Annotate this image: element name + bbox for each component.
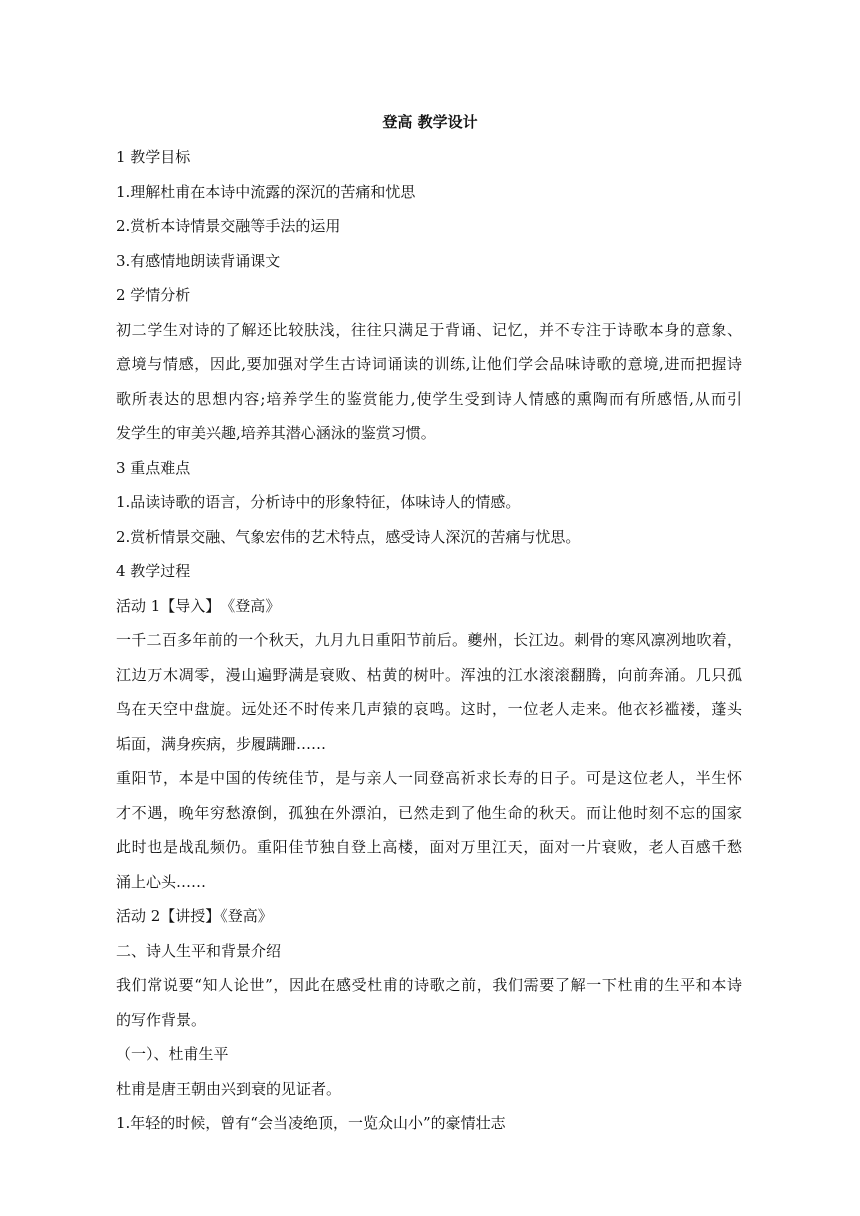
text-line: 意境与情感，因此,要加强对学生古诗词诵读的训练,让他们学会品味诗歌的意境,进而把握诗 xyxy=(116,355,742,373)
document-body xyxy=(116,146,742,1147)
text-line: 1.年轻的时候，曾有“会当凌绝顶，一览众山小”的豪情壮志 xyxy=(116,1114,506,1132)
text-line: 杜甫是唐王朝由兴到衰的见证者。 xyxy=(116,1079,342,1098)
text-line: 江边万木凋零，漫山遍野满是衰败、枯黄的树叶。浑浊的江水滚滚翻腾，向前奔涌。几只孤 xyxy=(116,665,742,684)
text-line: 才不遇，晚年穷愁潦倒，孤独在外漂泊，已然走到了他生命的秋天。而让他时刻不忘的国家 xyxy=(116,803,742,822)
text-line: 我们常说要“知人论世”，因此在感受杜甫的诗歌之前，我们需要了解一下杜甫的生平和本诗 xyxy=(116,976,742,994)
text-line: 3.有感情地朗读背诵课文 xyxy=(116,251,281,270)
text-line: 2.赏析本诗情景交融等手法的运用 xyxy=(116,217,341,235)
text-line: 发学生的审美兴趣,培养其潜心涵泳的鉴赏习惯。 xyxy=(116,424,436,442)
text-line: 重阳节，本是中国的传统佳节，是与亲人一同登高祈求长寿的日子。可是这位老人，半生怀 xyxy=(116,769,742,787)
document-title: 登高 教学设计 xyxy=(382,113,478,131)
text-line: 1 教学目标 xyxy=(116,148,191,166)
text-line: 歌所表达的思想内容;培养学生的鉴赏能力,使学生受到诗人情感的熏陶而有所感悟,从而引 xyxy=(116,389,742,408)
text-line: 此时也是战乱频仍。重阳佳节独自登上高楼，面对万里江天，面对一片衰败，老人百感千愁 xyxy=(116,838,742,856)
text-line: 垢面，满身疾病，步履蹒跚…… xyxy=(116,734,327,753)
text-line: 1.理解杜甫在本诗中流露的深沉的苦痛和忧思 xyxy=(116,182,416,201)
text-line: 4 教学过程 xyxy=(116,562,191,580)
text-line: 2 学情分析 xyxy=(116,286,191,304)
text-line: 2.赏析情景交融、气象宏伟的艺术特点，感受诗人深沉的苦痛与忧思。 xyxy=(116,527,581,546)
text-line: 涌上心头…… xyxy=(116,872,207,891)
text-line: 1.品读诗歌的语言，分析诗中的形象特征，体味诗人的情感。 xyxy=(116,493,521,511)
text-line: 3 重点难点 xyxy=(116,458,191,477)
text-line: 一千二百多年前的一个秋天，九月九日重阳节前后。夔州，长江边。刺骨的寒风凛冽地吹着， xyxy=(116,631,742,649)
text-line: （一）、杜甫生平 xyxy=(116,1045,229,1063)
text-line: 的写作背景。 xyxy=(116,1010,207,1029)
text-line: 初二学生对诗的了解还比较肤浅，往往只满足于背诵、记忆，并不专注于诗歌本身的意象、 xyxy=(116,320,742,339)
text-line: 活动 1【导入】 《登高》 xyxy=(116,596,281,615)
text-line: 二、诗人生平和背景介绍 xyxy=(116,941,282,960)
text-line: 鸟在天空中盘旋。远处还不时传来几声猿的哀鸣。这时，一位老人走来。他衣衫褴褛，蓬头 xyxy=(116,700,742,718)
text-line: 活动 2【讲授】《登高》 xyxy=(116,907,273,925)
